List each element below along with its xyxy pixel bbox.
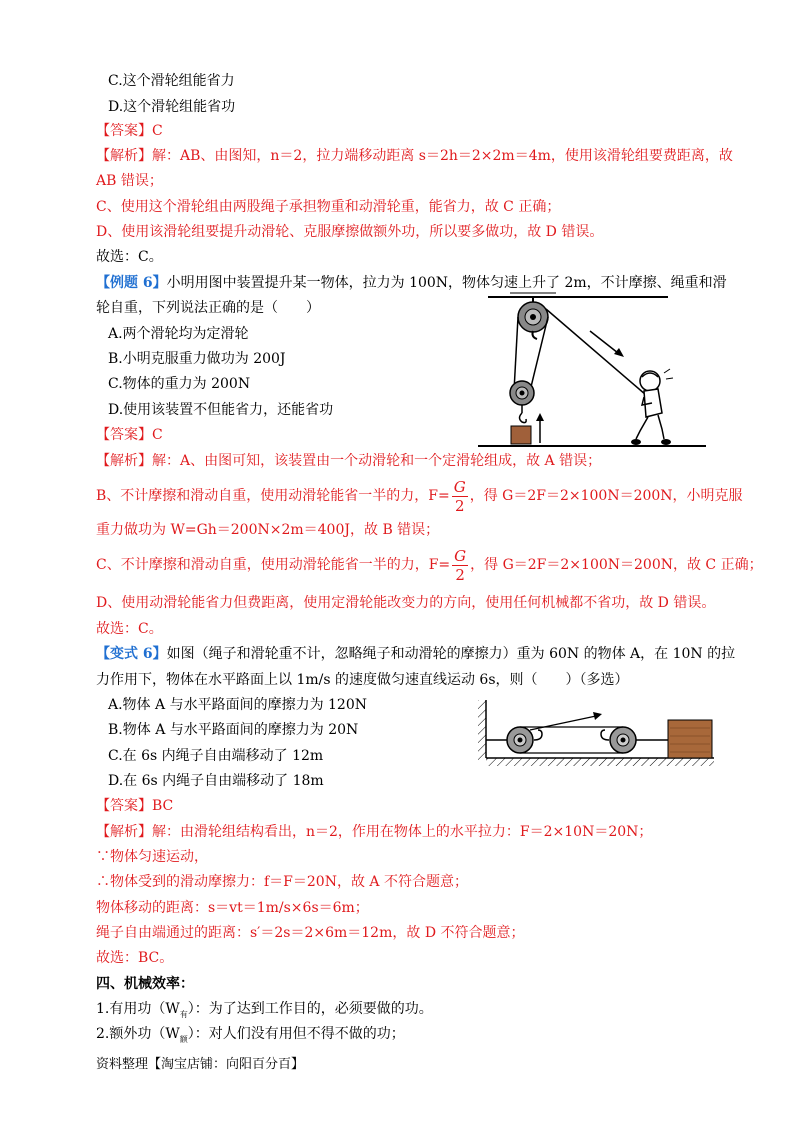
footer: 资料整理【淘宝店铺：向阳百分百】 xyxy=(96,1057,305,1072)
section-item-1: 1.有用功$(W_有)$：为了达到工作目的，必须要做的功。 xyxy=(96,1001,433,1019)
example6-option-d: D.使用该装置不但能省力，还能省功 xyxy=(108,402,334,418)
fraction-g-over-2: $\frac{G}{2}$ xyxy=(454,546,467,584)
analysis-line-3: C、使用这个滑轮组由两股绳子承担物重和动滑轮重，能省力，故 C 正确； xyxy=(96,199,561,215)
variant6-stem-line-2: 力作用下，物体在水平路面上以 1m/s 的速度做匀速直线运动 6s，则（ ）（多选） xyxy=(96,672,629,688)
variant6-tag: 【变式 6】 xyxy=(96,646,167,662)
option-c: C.这个滑轮组能省力 xyxy=(108,73,235,89)
example6-analysis-line-1: 【解析】解：A、由图可知，该装置由一个动滑轮和一个定滑轮组成，故 A 错误； xyxy=(96,453,602,469)
variant6-answer: 【答案】BC xyxy=(96,798,174,814)
section-heading: 四、机械效率： xyxy=(96,976,194,992)
example6-option-a: A.两个滑轮均为定滑轮 xyxy=(108,326,249,342)
example6-answer: 【答案】C xyxy=(96,427,163,443)
horizontal-pulley-figure xyxy=(478,700,714,766)
variant6-analysis-line-1: 【解析】解：由滑轮组结构看出，n＝2，作用在物体上的水平拉力：F＝2×10N＝20N； xyxy=(96,824,653,840)
analysis-line-4: D、使用该滑轮组要提升动滑轮、克服摩擦做额外功，所以要多做功，故 D 错误。 xyxy=(96,224,604,240)
fraction-g-over-2: $\frac{G}{2}$ xyxy=(453,477,466,515)
variant6-option-a: A.物体 A 与水平路面间的摩擦力为 120N xyxy=(108,697,367,713)
conclusion: 故选：C。 xyxy=(96,249,163,265)
example6-option-c: C.物体的重力为 200N xyxy=(108,376,251,392)
analysis-line-2: AB 错误； xyxy=(96,173,163,189)
variant6-option-c: C.在 6s 内绳子自由端移动了 12m xyxy=(108,748,324,764)
example6-stem-line-2: 轮自重，下列说法正确的是（ ） xyxy=(96,300,320,316)
analysis-line-1: 【解析】解：AB、由图知，n＝2，拉力端移动距离 s＝2h＝2×2m＝4m，使用该滑轮组要费距离，故 xyxy=(96,148,733,164)
variant6-conclusion: 故选：BC。 xyxy=(96,950,174,966)
example6-tag: 【例题 6】 xyxy=(96,275,167,291)
answer-label: 【答案】 xyxy=(96,123,152,139)
example6-option-b: B.小明克服重力做功为 200J xyxy=(108,351,286,367)
analysis-label: 【解析】 xyxy=(96,148,152,164)
example6-stem-line-1: 【例题 6】小明用图中装置提升某一物体，拉力为 100N，物体匀速上升了 2m，不计摩擦、绳重和滑 xyxy=(96,275,727,291)
variant6-analysis-line-3: ∴物体受到的滑动摩擦力：f＝F＝20N，故 A 不符合题意； xyxy=(96,874,468,890)
example6-conclusion: 故选：C。 xyxy=(96,621,163,637)
variant6-analysis-line-5: 绳子自由端通过的距离：s′＝2s＝2×6m＝12m，故 D 不符合题意； xyxy=(96,925,525,941)
example6-analysis-b: B、不计摩擦和滑动自重，使用动滑轮能省一半的力，F= $\frac{G}{2}$ ，得 G＝2F＝2×100N＝200N，小明克服 xyxy=(96,477,743,515)
example6-analysis-d: D、使用动滑轮能省力但费距离，使用定滑轮能改变力的方向，使用任何机械都不省功，故 D 错误。 xyxy=(96,595,716,611)
variant6-option-d: D.在 6s 内绳子自由端移动了 18m xyxy=(108,773,324,789)
example6-analysis-b-line-2: 重力做功为 W=Gh＝200N×2m＝400J，故 B 错误； xyxy=(96,522,440,538)
pulley-person-figure xyxy=(478,285,706,457)
variant6-analysis-line-4: 物体移动的距离：s＝vt＝1m/s×6s＝6m； xyxy=(96,900,369,916)
variant6-analysis-line-2: ∵物体匀速运动， xyxy=(96,849,208,865)
answer-value: C xyxy=(152,123,163,139)
option-d: D.这个滑轮组能省功 xyxy=(108,99,236,115)
variant6-option-b: B.物体 A 与水平路面间的摩擦力为 20N xyxy=(108,722,359,738)
variant6-stem-line-1: 【变式 6】如图（绳子和滑轮重不计，忽略绳子和动滑轮的摩擦力）重为 60N 的物体 A，在 10N 的拉 xyxy=(96,646,736,662)
example6-analysis-c: C、不计摩擦和滑动自重，使用动滑轮能省一半的力，F= $\frac{G}{2}$ ，得 G＝2F＝2×100N＝200N，故 C 正确； xyxy=(96,546,763,584)
answer-line xyxy=(96,121,163,141)
section-item-2: 2.额外功$(W_额)$：对人们没有用但不得不做的功； xyxy=(96,1026,405,1044)
